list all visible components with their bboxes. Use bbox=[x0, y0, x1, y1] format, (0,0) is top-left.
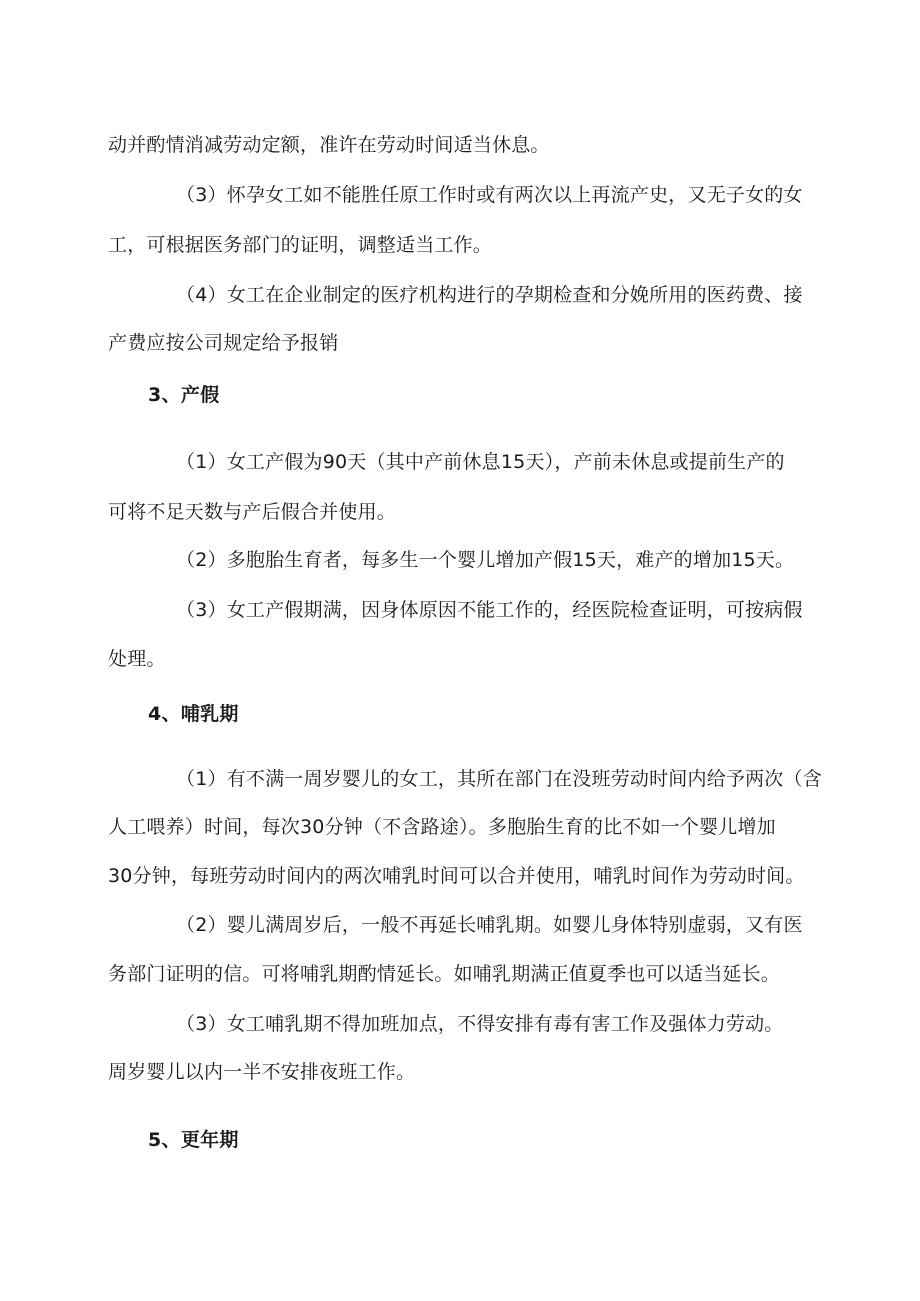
maternity-item-3-line-1: （3）女工产假期满，因身体原因不能工作的，经医院检查证明，可按病假 bbox=[176, 599, 803, 621]
list-item-3-line-1: （3）怀孕女工如不能胜任原工作时或有两次以上再流产史，又无子女的女 bbox=[176, 184, 803, 206]
breastfeeding-item-3-line-2: 周岁婴儿以内一半不安排夜班工作。 bbox=[108, 1061, 416, 1083]
maternity-item-1-line-1: （1）女工产假为90天（其中产前休息15天），产前未休息或提前生产的 bbox=[176, 451, 785, 473]
breastfeeding-item-2-line-1: （2）婴儿满周岁后，一般不再延长哺乳期。如婴儿身体特别虚弱，又有医 bbox=[176, 914, 803, 936]
breastfeeding-item-1-line-3: 30分钟，每班劳动时间内的两次哺乳时间可以合并使用，哺乳时间作为劳动时间。 bbox=[108, 865, 805, 887]
breastfeeding-item-2-line-2: 务部门证明的信。可将哺乳期酌情延长。如哺乳期满正值夏季也可以适当延长。 bbox=[108, 963, 781, 985]
breastfeeding-item-3-line-1: （3）女工哺乳期不得加班加点，不得安排有毒有害工作及强体力劳动。 bbox=[176, 1013, 784, 1035]
maternity-item-3-line-2: 处理。 bbox=[108, 648, 166, 670]
breastfeeding-item-1-line-1: （1）有不满一周岁婴儿的女工，其所在部门在没班劳动时间内给予两次（含 bbox=[176, 768, 822, 790]
list-item-4-line-1: （4）女工在企业制定的医疗机构进行的孕期检查和分娩所用的医药费、接 bbox=[176, 284, 803, 306]
paragraph-line: 动并酌情消减劳动定额，准许在劳动时间适当休息。 bbox=[108, 134, 550, 156]
list-item-4-line-2: 产费应按公司规定给予报销 bbox=[108, 332, 339, 354]
maternity-item-2: （2）多胞胎生育者，每多生一个婴儿增加产假15天，难产的增加15天。 bbox=[176, 549, 795, 571]
breastfeeding-item-1-line-2: 人工喂养）时间，每次30分钟（不含路途）。多胞胎生育的比不如一个婴儿增加 bbox=[108, 816, 776, 838]
section-heading-menopause: 5、更年期 bbox=[148, 1129, 239, 1151]
maternity-item-1-line-2: 可将不足天数与产后假合并使用。 bbox=[108, 501, 397, 523]
section-heading-maternity-leave: 3、产假 bbox=[148, 384, 220, 406]
list-item-3-line-2: 工，可根据医务部门的证明，调整适当工作。 bbox=[108, 234, 493, 256]
section-heading-breastfeeding: 4、哺乳期 bbox=[148, 703, 239, 725]
